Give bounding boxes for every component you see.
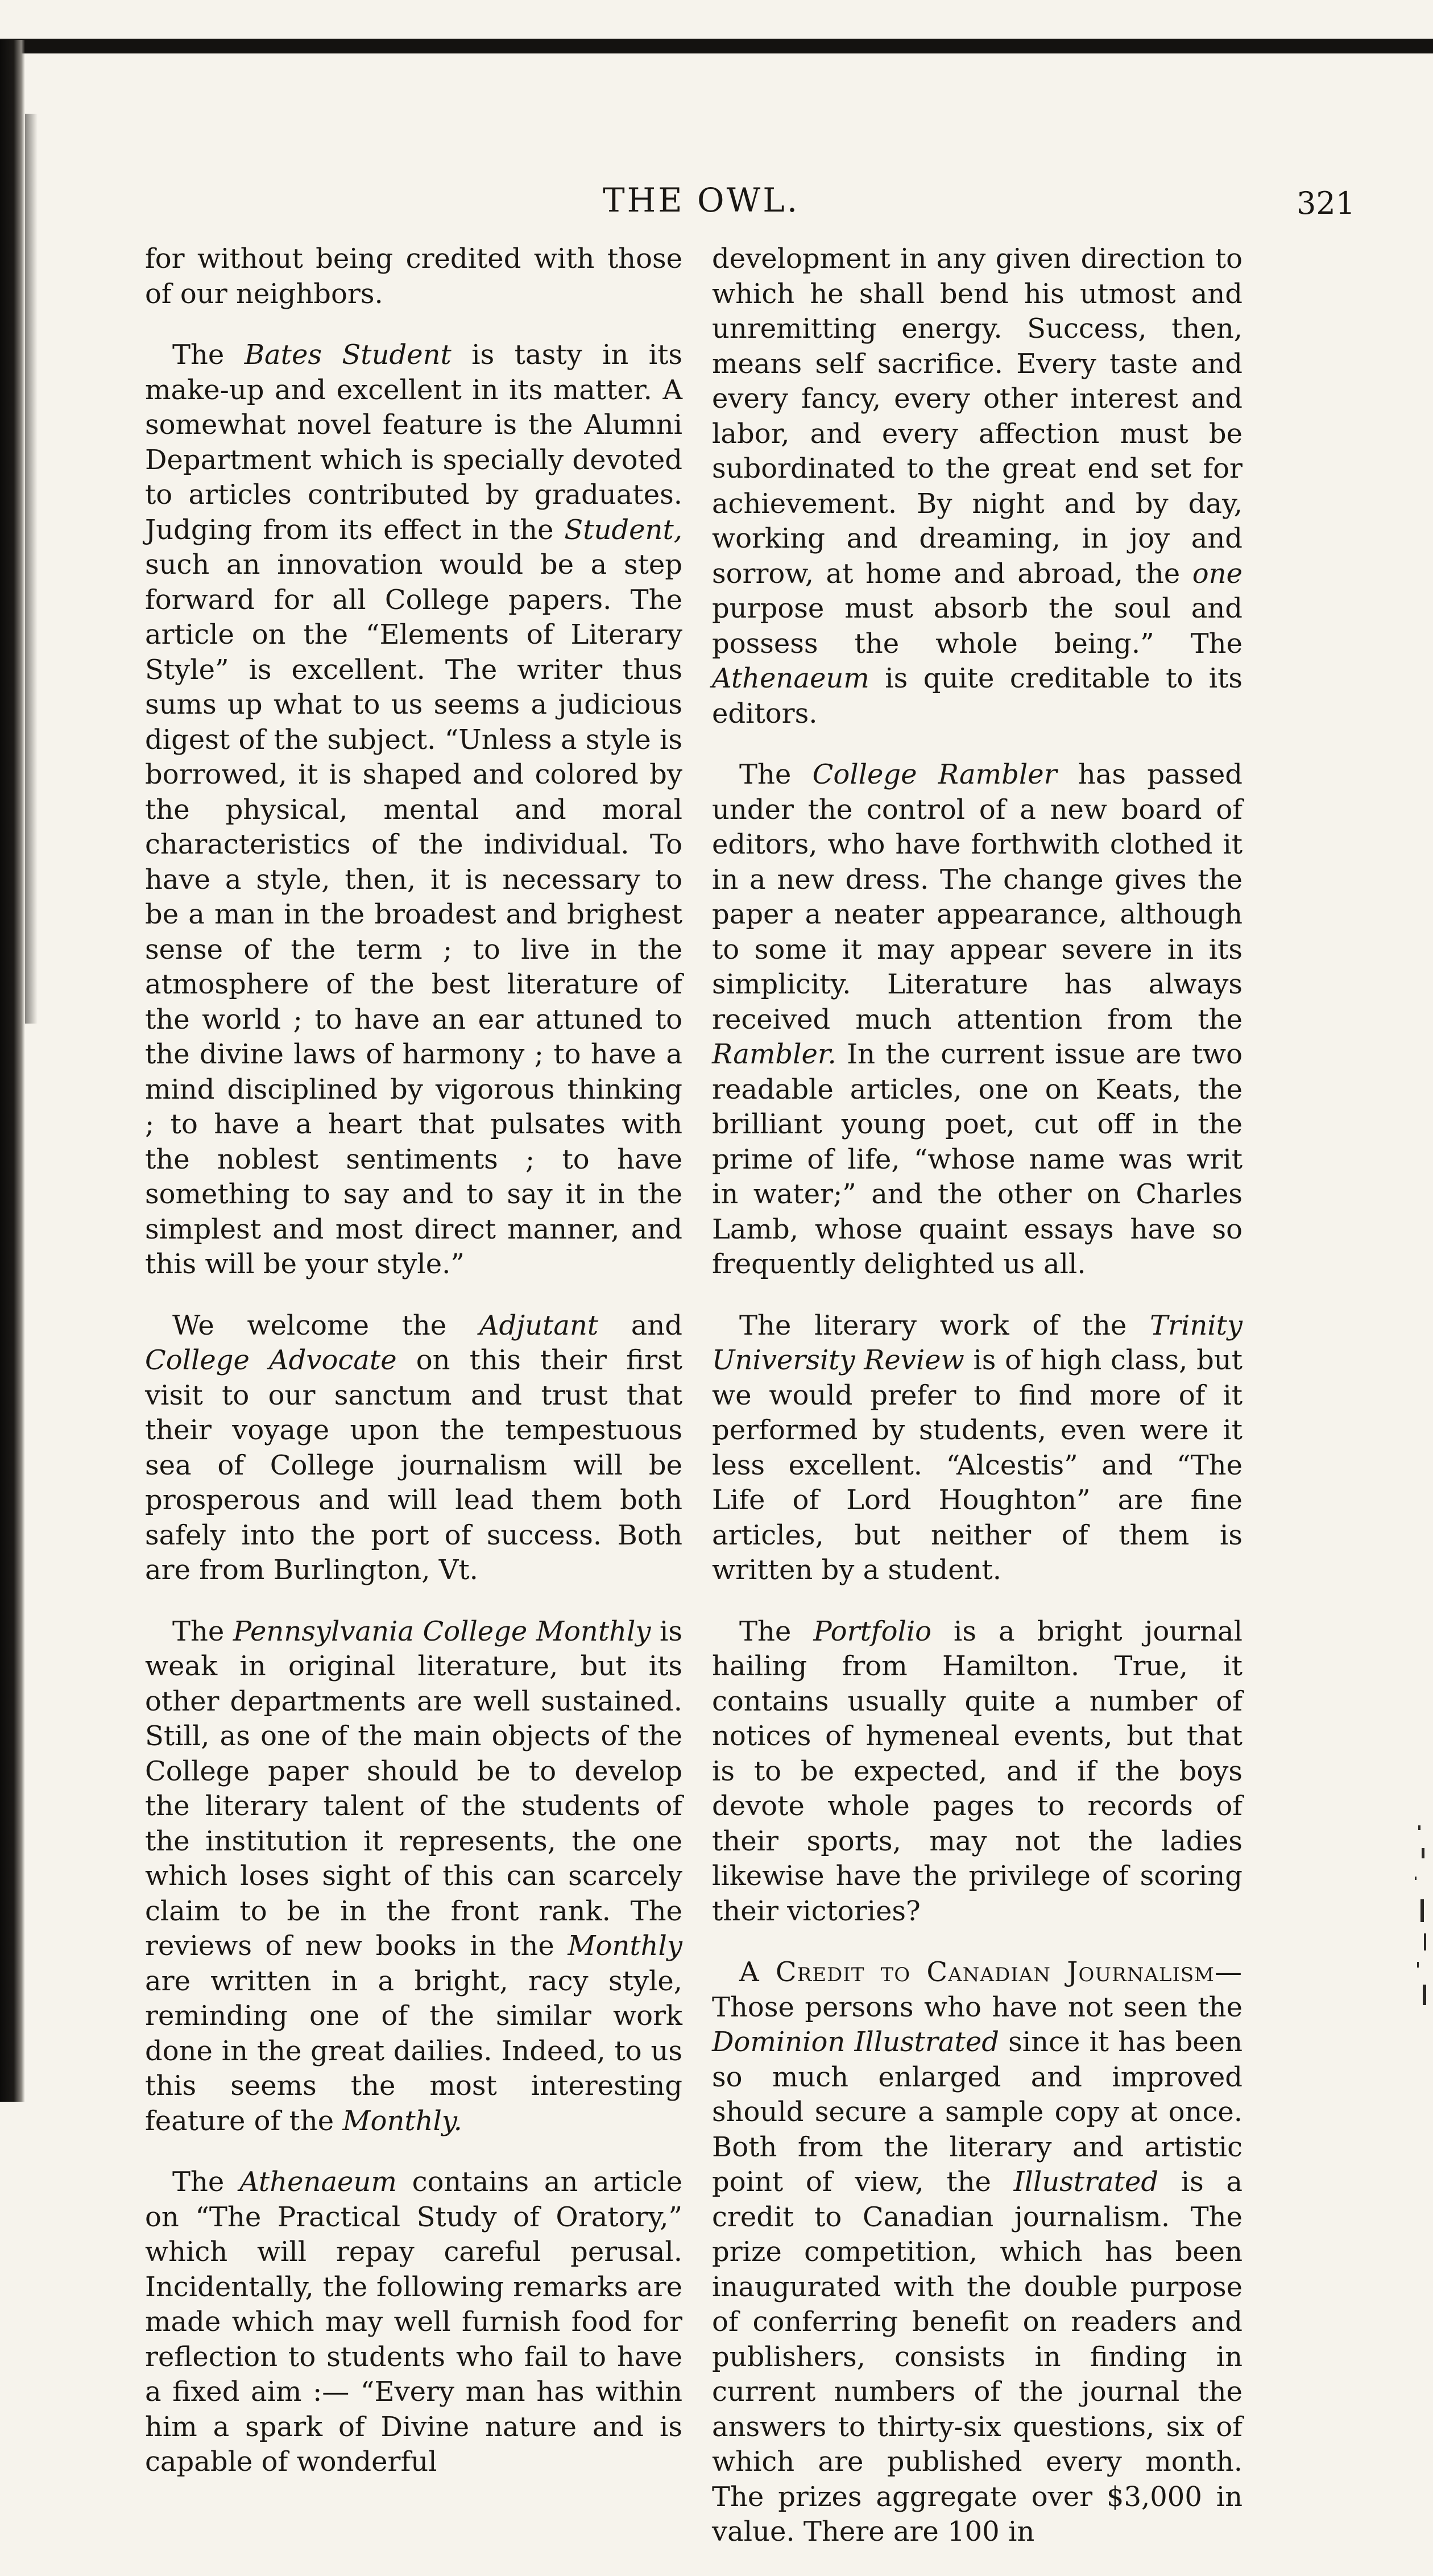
journal-name: Trinity University Review [712,1309,1243,1376]
paragraph-college-rambler [712,757,1243,1282]
text-run: In the current issue are two readable articles, one on Keats, the brilliant young poet, cut off in the prime of life, “whose name was writ in water;” and the other on Charles Lamb, whose quaint essays have so frequently delighted us all. [712,1038,1243,1280]
text-run: are written in a bright, racy style, reminding one of the similar work done in the great dailies. Indeed, to us this seems the most interesting feature of the [145,1965,682,2137]
scan-shadow-left [25,114,38,1024]
text-run: We welcome the [172,1309,479,1341]
journal-name: Dominion Illustrated [712,2026,999,2058]
left-column [145,242,682,2506]
journal-title: THE OWL. [603,181,800,220]
journal-name: Student, [564,513,682,546]
text-run: The literary work of the [739,1309,1150,1341]
text-run: since it has been so much enlarged and improved should secure a sample copy at once. Both from the literary and artistic point of view, the [712,2026,1243,2198]
journal-name: Portfolio [813,1615,932,1647]
paragraph-pennsylvania-monthly [145,1614,682,2139]
text-run: is a credit to Canadian journalism. The prize competition, which has been inaugurated with the double purpose of conferring benefit on readers and publishers, consists in finding in current numbers of the journal the answers to thirty-six questions, six of which are published every month. The prizes aggregate over $3,000 in value. There are 100 in [712,2166,1243,2548]
text-run: The [172,339,245,371]
journal-name: Adjutant [479,1309,599,1341]
text-run: development in any given direction to which he shall bend his utmost and unremitting energy. Success, then, means self sacrifice. Every taste and every fancy, every other interest and labor, and every affection must be subordinated to the great end set for achievement. By night and by day, working and dreaming, in joy and sorrow, at home and abroad, the [712,243,1243,590]
text-run: Those persons who have not seen the [712,1991,1243,2023]
journal-name: College Rambler [812,759,1057,790]
scan-border-left [0,40,25,2102]
section-heading: A Credit to Canadian Journalism— [739,1956,1243,1988]
paragraph-bates-student [145,338,682,1282]
running-header [0,181,1433,226]
journal-name: Illustrated [1013,2166,1159,2198]
text-run: contains an article on “The Practical Study of Oratory,” which will repay careful perusal. Incidentally, the following remarks are made which may well furnish food for reflection to students who fail to have a fixed aim :— “Every man has within him a spark of Divine nature and is capable of wonderful [145,2166,683,2478]
text-run: is a bright journal hailing from Hamilton. True, it contains usually quite a number of notices of hymeneal events, but that is to be expected, and if the boys devote whole pages to records of their sports, may not the ladies likewise have the privilege of scoring their victories? [712,1615,1243,1927]
journal-name: Rambler. [712,1038,836,1070]
journal-name: Athenaeum [712,662,869,694]
paragraph-trinity-review [712,1308,1243,1588]
text-run: such an innovation would be a step forward for all College papers. The article on the “Elements of Literary Style” is excellent. The writer thus sums up what to us seems a judicious digest of the subject. “Unless a style is borrowed, it is shaped and colored by the physical, mental and moral characteristics of the individual. To have a style, then, it is necessary to be a man in the broadest and brighest sense of the term ; to live in the atmosphere of the best literature of the world ; to have an ear attuned to the divine laws of harmony ; to have a mind disciplined by vigorous thinking ; to have a heart that pulsates with the noblest sentiments ; to have something to say and to say it in the simplest and most direct manner, and this will be your style.” [145,549,682,1280]
text-run: and [598,1309,682,1341]
page-number: 321 [1297,185,1356,221]
paragraph-athenaeum-continued [712,242,1243,731]
text-run: is weak in original literature, but its other departments are well sustained. Still, as one of the main objects of the College paper should be to develop the literary talent of the students of the institution it represents, the one which loses sight of this can scarcely claim to be in the front rank. The reviews of new books in the [145,1615,683,1962]
paragraph-portfolio [712,1614,1243,1929]
text-run: The [739,1615,814,1647]
text-run: on this their first visit to our sanctum and trust that their voyage upon the tempestuous sea of College journalism will be prosperous and will lead them both safely into the port of success. Both are from Burlington, Vt. [145,1344,682,1586]
journal-name: Athenaeum [239,2166,397,2198]
text-run: purpose must absorb the soul and possess the whole being.” The [712,593,1243,660]
scan-border-top [0,39,1433,53]
text-run: has passed under the control of a new board of editors, who have forthwith clothed it in a new dress. The change gives the paper a neater appearance, although to some it may appear severe in its simplicity. Literature has always received much attention from the [712,759,1243,1036]
scan-specks-right [1410,1814,1430,2019]
journal-name: Pennsylvania College Monthly [233,1615,651,1647]
journal-name: Monthly. [342,2105,462,2137]
text-run: The [172,1615,233,1647]
text-run: is tasty in its make-up and excellent in its matter. A somewhat novel feature is the Alumni Department which is specially devoted to articles contributed by graduates. Judging from its effect in the [145,339,683,546]
paragraph-neighbors [145,242,682,312]
paragraph-canadian-journalism [712,1955,1243,2550]
right-column [712,242,1243,2576]
text-run: is quite creditable to its editors. [712,662,1243,730]
paragraph-adjutant-advocate [145,1308,682,1588]
journal-name: Monthly [568,1930,682,1962]
text-run: The [739,759,813,790]
journal-name: Bates Student [244,339,452,371]
journal-name: College Advocate [145,1344,397,1376]
emphasis: one [1192,557,1243,590]
text-run: The [172,2166,240,2198]
text-run: for without being credited with those of our neighbors. [145,243,682,310]
text-run: is of high class, but we would prefer to find more of it performed by students, even were it less excellent. “Alcestis” and “The Life of Lord Houghton” are fine articles, but neither of them is written by a student. [712,1344,1243,1586]
paragraph-athenaeum [145,2165,682,2480]
